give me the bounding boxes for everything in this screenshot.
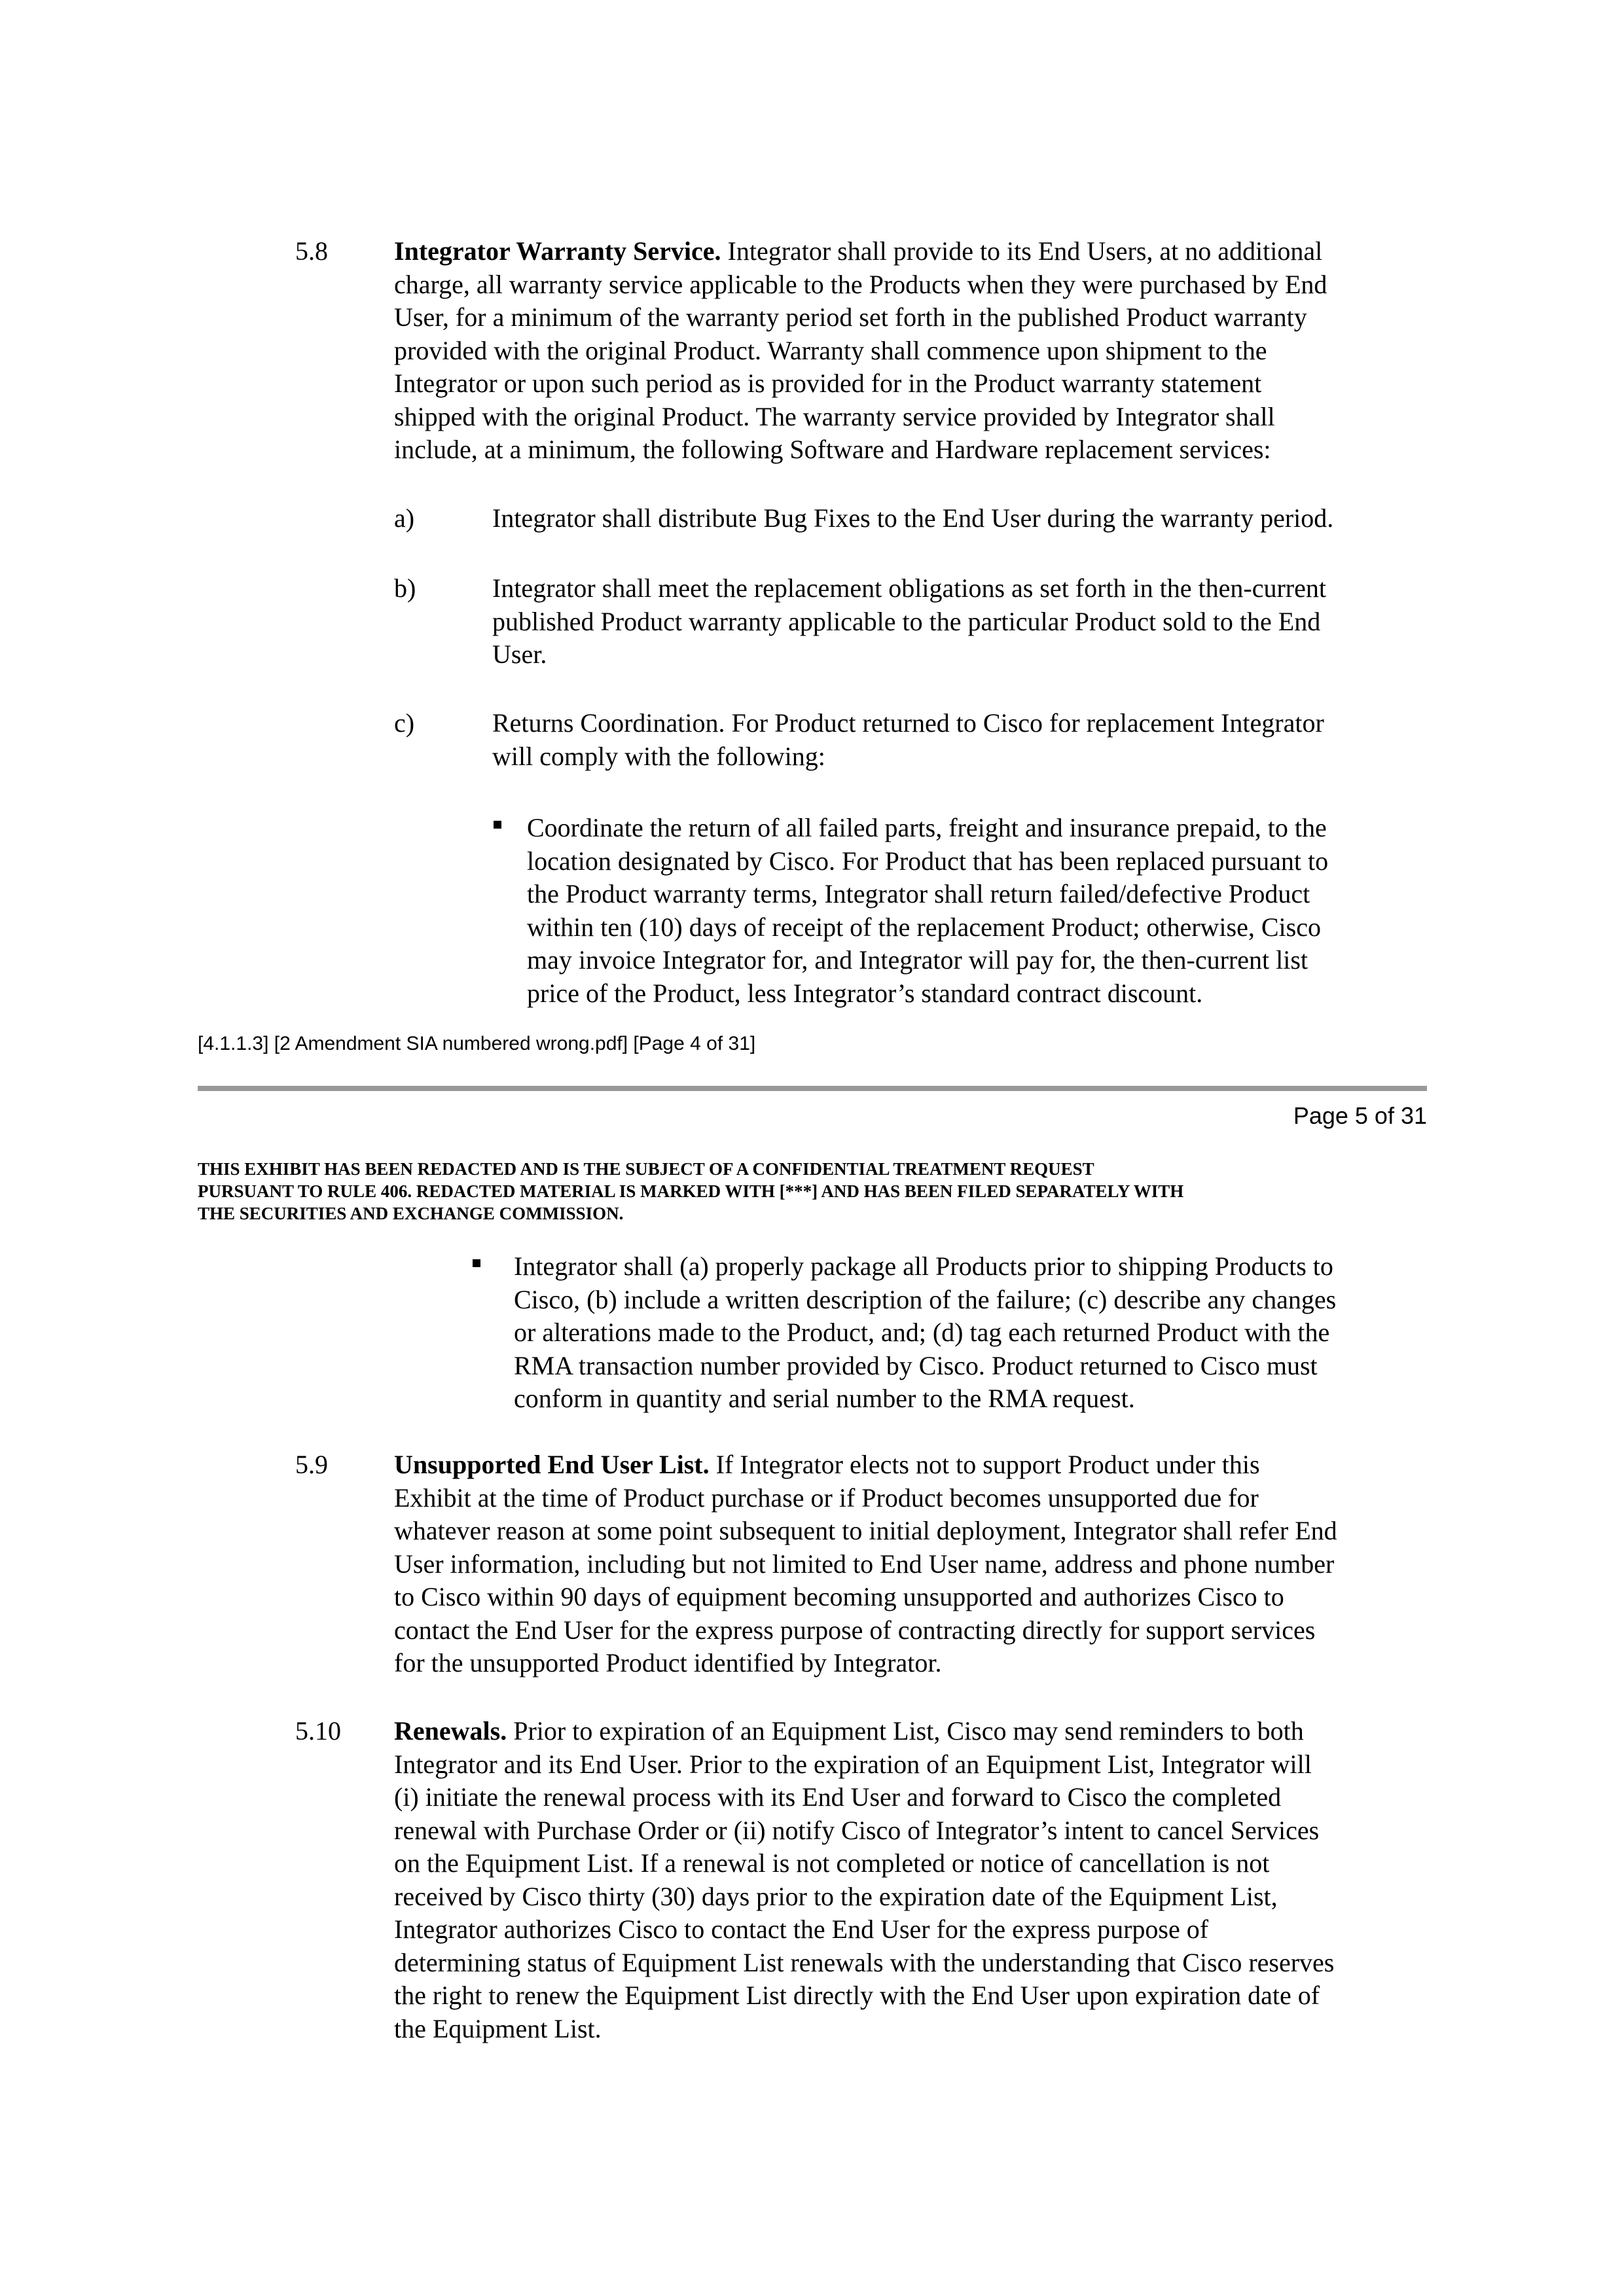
notice-line: THIS EXHIBIT HAS BEEN REDACTED AND IS THE SUBJECT OF A CONFIDENTIAL TREATMENT REQUEST xyxy=(198,1159,1094,1179)
section-5-10-line: Prior to expiration of an Equipment List, Cisco may send reminders to both xyxy=(507,1716,1304,1746)
section-5-9-line: whatever reason at some point subsequent to initial deployment, Integrator shall refer End xyxy=(394,1516,1337,1545)
bullet-1-line: the Product warranty terms, Integrator shall return failed/defective Product xyxy=(527,879,1310,908)
section-5-10-line: determining status of Equipment List renewals with the understanding that Cisco reserves xyxy=(394,1947,1335,1977)
section-5-10-line: Integrator and its End User. Prior to the expiration of an Equipment List, Integrator will xyxy=(394,1749,1312,1779)
section-5-8-line: include, at a minimum, the following Software and Hardware replacement services: xyxy=(394,435,1271,464)
item-b-line: published Product warranty applicable to the particular Product sold to the End xyxy=(492,606,1321,636)
section-5-10-line: Integrator authorizes Cisco to contact the End User for the express purpose of xyxy=(394,1914,1209,1944)
confidential-notice xyxy=(198,1158,1441,1225)
item-letter-a: a) xyxy=(394,503,415,533)
section-number-5-8: 5.8 xyxy=(295,236,328,266)
item-a-line: Integrator shall distribute Bug Fixes to the End User during the warranty period. xyxy=(492,503,1334,533)
section-5-10-line: on the Equipment List. If a renewal is not completed or notice of cancellation is not xyxy=(394,1848,1270,1878)
bullet-1-line: location designated by Cisco. For Product that has been replaced pursuant to xyxy=(527,846,1329,876)
page-number: Page 5 of 31 xyxy=(1293,1102,1427,1129)
section-5-9-line: contact the End User for the express purpose of contracting directly for support services xyxy=(394,1615,1316,1645)
section-5-9-heading: Unsupported End User List. xyxy=(394,1450,710,1479)
bullet-2-line: conform in quantity and serial number to the RMA request. xyxy=(514,1384,1135,1413)
page-divider xyxy=(198,1086,1427,1091)
section-5-10-line: (i) initiate the renewal process with its End User and forward to Cisco the completed xyxy=(394,1782,1282,1812)
section-5-8-heading: Integrator Warranty Service. xyxy=(394,236,721,266)
section-5-8-body xyxy=(394,235,1441,467)
section-5-9-body xyxy=(394,1448,1441,1680)
item-c-line: will comply with the following: xyxy=(492,741,825,771)
item-b-body xyxy=(492,572,1441,672)
section-5-8-line: provided with the original Product. Warranty shall commence upon shipment to the xyxy=(394,335,1267,365)
item-b-line: Integrator shall meet the replacement obligations as set forth in the then-current xyxy=(492,573,1326,603)
bullet-1-line: Coordinate the return of all failed parts, freight and insurance prepaid, to the xyxy=(527,813,1327,842)
section-5-9-line: If Integrator elects not to support Product under this xyxy=(709,1450,1260,1479)
section-5-8-line: shipped with the original Product. The warranty service provided by Integrator shall xyxy=(394,401,1275,431)
bullet-2-line: RMA transaction number provided by Cisco. Product returned to Cisco must xyxy=(514,1350,1318,1380)
section-5-10-heading: Renewals. xyxy=(394,1716,507,1746)
section-5-10-body xyxy=(394,1715,1441,2045)
item-b-line: User. xyxy=(492,639,547,669)
item-c-body xyxy=(492,707,1441,773)
section-5-10-line: the Equipment List. xyxy=(394,2013,602,2043)
section-5-9-line: to Cisco within 90 days of equipment becoming unsupported and authorizes Cisco to xyxy=(394,1582,1284,1611)
bullet-2-line: Integrator shall (a) properly package all Products prior to shipping Products to xyxy=(514,1251,1333,1281)
bullet-1-body xyxy=(527,812,1443,1010)
section-5-10-line: the right to renew the Equipment List directly with the End User upon expiration date of xyxy=(394,1981,1320,2010)
section-5-8-line: Integrator or upon such period as is provided for in the Product warranty statement xyxy=(394,368,1262,398)
item-c-line: Returns Coordination. For Product returned to Cisco for replacement Integrator xyxy=(492,708,1324,738)
bullet-square-icon xyxy=(473,1259,480,1267)
section-5-8-line: Integrator shall provide to its End Users, at no additional xyxy=(721,236,1323,266)
section-5-9-line: User information, including but not limited to End User name, address and phone number xyxy=(394,1549,1335,1579)
bullet-2-line: or alterations made to the Product, and; (d) tag each returned Product with the xyxy=(514,1318,1330,1347)
item-letter-b: b) xyxy=(394,573,416,603)
bullet-1-line: price of the Product, less Integrator’s standard contract discount. xyxy=(527,978,1203,1008)
notice-line: PURSUANT TO RULE 406. REDACTED MATERIAL IS MARKED WITH [***] AND HAS BEEN FILED SEPARATELY WITH xyxy=(198,1181,1184,1201)
bullet-1-line: may invoice Integrator for, and Integrator will pay for, the then-current list xyxy=(527,945,1308,975)
notice-line: THE SECURITIES AND EXCHANGE COMMISSION. xyxy=(198,1204,624,1223)
section-number-5-10: 5.10 xyxy=(295,1716,341,1746)
section-number-5-9: 5.9 xyxy=(295,1450,328,1479)
bullet-square-icon xyxy=(494,821,501,829)
bullet-2-line: Cisco, (b) include a written description of the failure; (c) describe any changes xyxy=(514,1284,1337,1314)
footer-reference: [4.1.1.3] [2 Amendment SIA numbered wrong.pdf] [Page 4 of 31] xyxy=(198,1033,756,1054)
section-5-10-line: received by Cisco thirty (30) days prior to the expiration date of the Equipment List, xyxy=(394,1881,1278,1911)
bullet-2-body xyxy=(514,1250,1443,1416)
bullet-1-line: within ten (10) days of receipt of the replacement Product; otherwise, Cisco xyxy=(527,912,1321,942)
section-5-9-line: for the unsupported Product identified by Integrator. xyxy=(394,1648,942,1677)
section-5-8-line: charge, all warranty service applicable to the Products when they were purchased by End xyxy=(394,269,1327,299)
section-5-10-line: renewal with Purchase Order or (ii) notify Cisco of Integrator’s intent to cancel Services xyxy=(394,1815,1320,1845)
item-a-body xyxy=(492,502,1441,535)
section-5-9-line: Exhibit at the time of Product purchase or if Product becomes unsupported due for xyxy=(394,1482,1259,1513)
item-letter-c: c) xyxy=(394,708,415,738)
section-5-8-line: User, for a minimum of the warranty period set forth in the published Product warranty xyxy=(394,302,1307,332)
